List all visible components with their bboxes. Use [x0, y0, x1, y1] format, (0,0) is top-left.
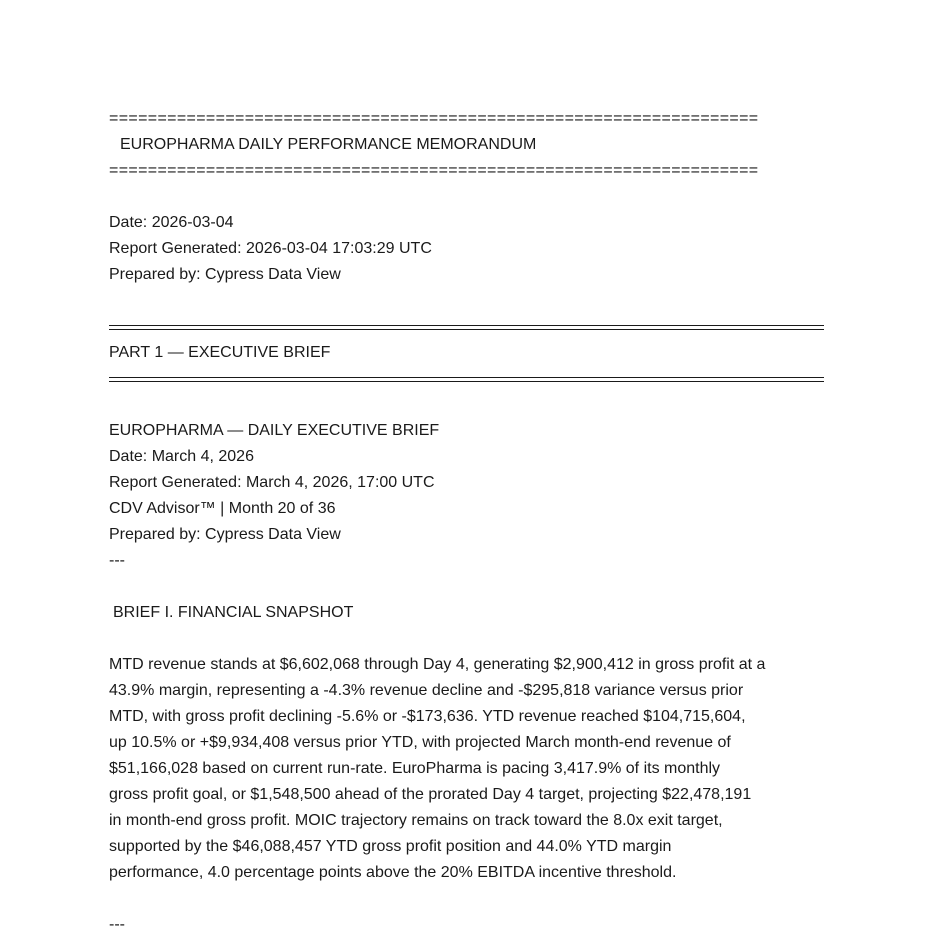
brief-title: EUROPHARMA — DAILY EXECUTIVE BRIEF [109, 422, 440, 439]
paragraph-line: MTD revenue stands at $6,602,068 through Day 4, generating $2,900,412 in gross profit at a [109, 656, 766, 673]
paragraph-line: up 10.5% or +$9,934,408 versus prior YTD, with projected March month-end revenue of [109, 734, 731, 751]
memo-generated: Report Generated: 2026-03-04 17:03:29 UTC [109, 240, 432, 257]
brief-separator: --- [109, 552, 125, 569]
paragraph-line: MTD, with gross profit declining -5.6% or -$173,636. YTD revenue reached $104,715,604, [109, 708, 746, 725]
paragraph-line: $51,166,028 based on current run-rate. EuroPharma is pacing 3,417.9% of its monthly [109, 760, 721, 777]
paragraph-line: supported by the $46,088,457 YTD gross profit position and 44.0% YTD margin [109, 838, 672, 855]
part1-rule-top [109, 314, 824, 340]
brief-date: Date: March 4, 2026 [109, 448, 254, 465]
paragraph-line: in month-end gross profit. MOIC trajectory remains on track toward the 8.0x exit target, [109, 812, 723, 829]
paragraph-line: 43.9% margin, representing a -4.3% revenue decline and -$295,818 variance versus prior [109, 682, 744, 699]
section1-separator: --- [109, 916, 125, 933]
part1-rule-bottom [109, 366, 824, 392]
part1-heading: PART 1 — EXECUTIVE BRIEF [109, 344, 331, 361]
header-rule-top: =================================================================== [109, 110, 759, 127]
brief-prepared-by: Prepared by: Cypress Data View [109, 526, 341, 543]
paragraph-line: gross profit goal, or $1,548,500 ahead of the prorated Day 4 target, projecting $22,478,191 [109, 786, 752, 803]
paragraph-line: performance, 4.0 percentage points above the 20% EBITDA incentive threshold. [109, 864, 677, 881]
brief-generated: Report Generated: March 4, 2026, 17:00 UTC [109, 474, 435, 491]
memo-date: Date: 2026-03-04 [109, 214, 234, 231]
memo-title: EUROPHARMA DAILY PERFORMANCE MEMORANDUM [120, 136, 537, 153]
header-rule-bottom: =================================================================== [109, 162, 759, 179]
section1-heading: BRIEF I. FINANCIAL SNAPSHOT [113, 604, 354, 621]
section1-paragraph [109, 652, 824, 886]
brief-advisor: CDV Advisor™ | Month 20 of 36 [109, 500, 336, 517]
memo-prepared-by: Prepared by: Cypress Data View [109, 266, 341, 283]
memo-page [109, 106, 824, 938]
